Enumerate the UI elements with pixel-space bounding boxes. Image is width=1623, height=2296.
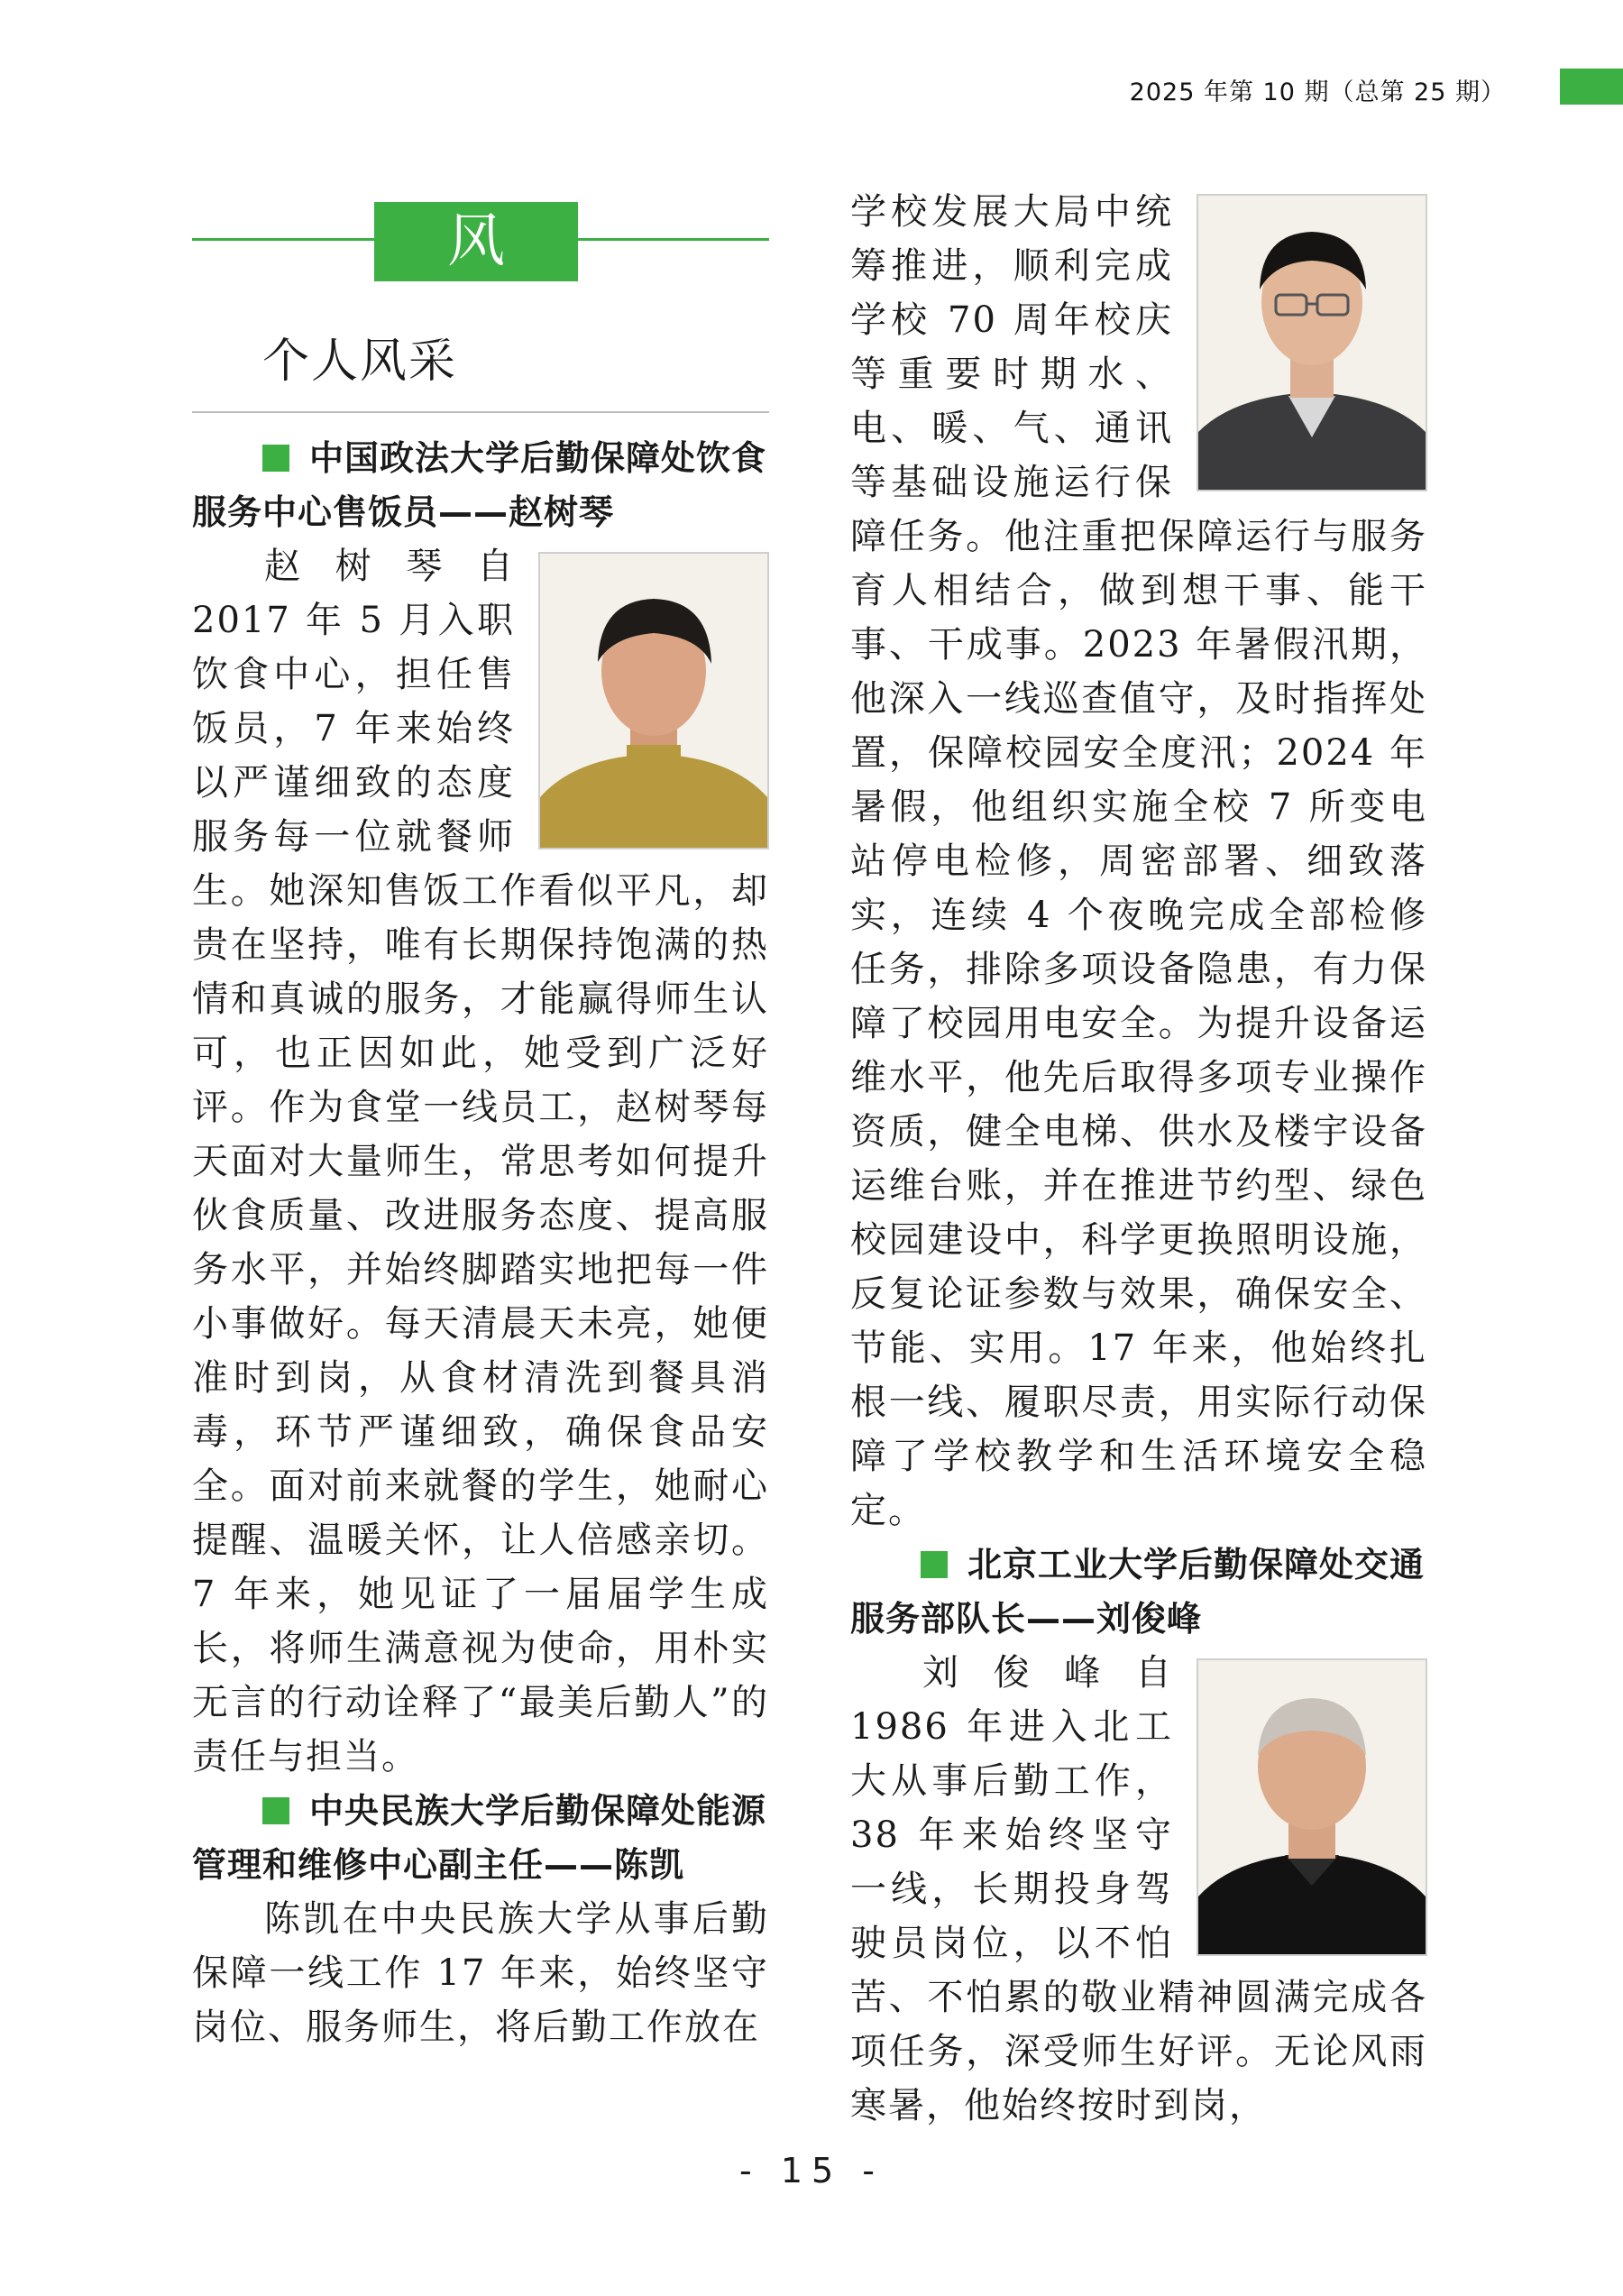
profile-heading-text: 中国政法大学后勤保障处饮食服务中心售饭员——赵树琴 bbox=[192, 438, 767, 532]
portrait-woman-icon bbox=[540, 554, 767, 848]
profile-heading-text: 中央民族大学后勤保障处能源管理和维修中心副主任——陈凯 bbox=[192, 1791, 767, 1885]
profile-body-zhao: 赵树琴自 2017 年 5 月入职饮食中心，担任售饭员，7 年来始终以严谨细致的态度服务每一位就餐师生。她深知售饭工作看似平凡，却贵在坚持，唯有长期保持饱满的热情和真诚的服务，才能赢得师生认可，也正因如此，她受到广泛好评。作为食堂一线员工，赵树琴每天面对大量师生，常思考如何提升伙食质量、改进服务态度、提高服务水平，并始终脚踏实地把每一件小事做好。每天清晨天未亮，她便准时到岗，从食材清洗到餐具消毒，环节严谨细致，确保食品安全。面对前来就餐的学生，她耐心提醒、温暖关怀，让人倍感亲切。7 年来，她见证了一届届学生成长，将师生满意视为使命，用朴实无言的行动诠释了“最美后勤人”的责任与担当。 bbox=[192, 546, 769, 1777]
profile-heading-chen bbox=[192, 1784, 769, 1892]
right-column bbox=[850, 185, 1427, 2133]
left-column bbox=[192, 180, 769, 2054]
portrait-photo-chen bbox=[1197, 194, 1427, 491]
green-square-icon bbox=[262, 1797, 289, 1824]
banner-label: 风 采 bbox=[374, 202, 578, 281]
column-banner bbox=[192, 191, 769, 354]
profile-body-chen-part1: 陈凯在中央民族大学从事后勤保障一线工作 17 年来，始终坚守岗位、服务师生，将后勤工作放在 bbox=[192, 1898, 769, 2048]
profile-heading-liu bbox=[850, 1538, 1427, 1646]
profile-body-liu: 刘俊峰自 1986 年进入北工大从事后勤工作，38 年来始终坚守一线，长期投身驾驶员岗位，以不怕苦、不怕累的敬业精神圆满完成各项任务，深受师生好评。无论风雨寒暑，他始终按时到岗， bbox=[850, 1652, 1427, 2126]
green-square-icon bbox=[921, 1551, 948, 1578]
portrait-man-glasses-icon bbox=[1198, 196, 1426, 490]
portrait-man-polo-icon bbox=[1198, 1660, 1426, 1954]
page-number: - 15 - bbox=[739, 2151, 884, 2190]
profile-heading-text: 北京工业大学后勤保障处交通服务部队长——刘俊峰 bbox=[850, 1545, 1426, 1639]
portrait-photo-liu bbox=[1197, 1658, 1427, 1956]
header-color-tab bbox=[1560, 69, 1623, 105]
section-title: 个人风采 bbox=[192, 330, 769, 413]
issue-info: 2025 年第 10 期（总第 25 期） bbox=[1129, 78, 1506, 106]
portrait-photo-zhao bbox=[538, 552, 769, 850]
profile-body-chen-part2: 学校发展大局中统筹推进，顺利完成学校 70 周年校庆等重要时期水、电、暖、气、通讯等基础设施运行保障任务。他注重把保障运行与服务育人相结合，做到想干事、能干事、干成事。2023 年暑假汛期，他深入一线巡查值守，及时指挥处置，保障校园安全度汛；2024 年暑假，他组织实施全校 7 所变电站停电检修，周密部署、细致落实，连续 4 个夜晚完成全部检修任务，排除多项设备隐患，有力保障了校园用电安全。为提升设备运维水平，他先后取得多项专业操作资质，健全电梯、供水及楼宇设备运维台账，并在推进节约型、绿色校园建设中，科学更换照明设施，反复论证参数与效果，确保安全、节能、实用。17 年来，他始终扎根一线、履职尽责，用实际行动保障了学校教学和生活环境安全稳定。 bbox=[850, 191, 1427, 1531]
green-square-icon bbox=[262, 445, 289, 472]
profile-heading-zhao bbox=[192, 431, 769, 539]
